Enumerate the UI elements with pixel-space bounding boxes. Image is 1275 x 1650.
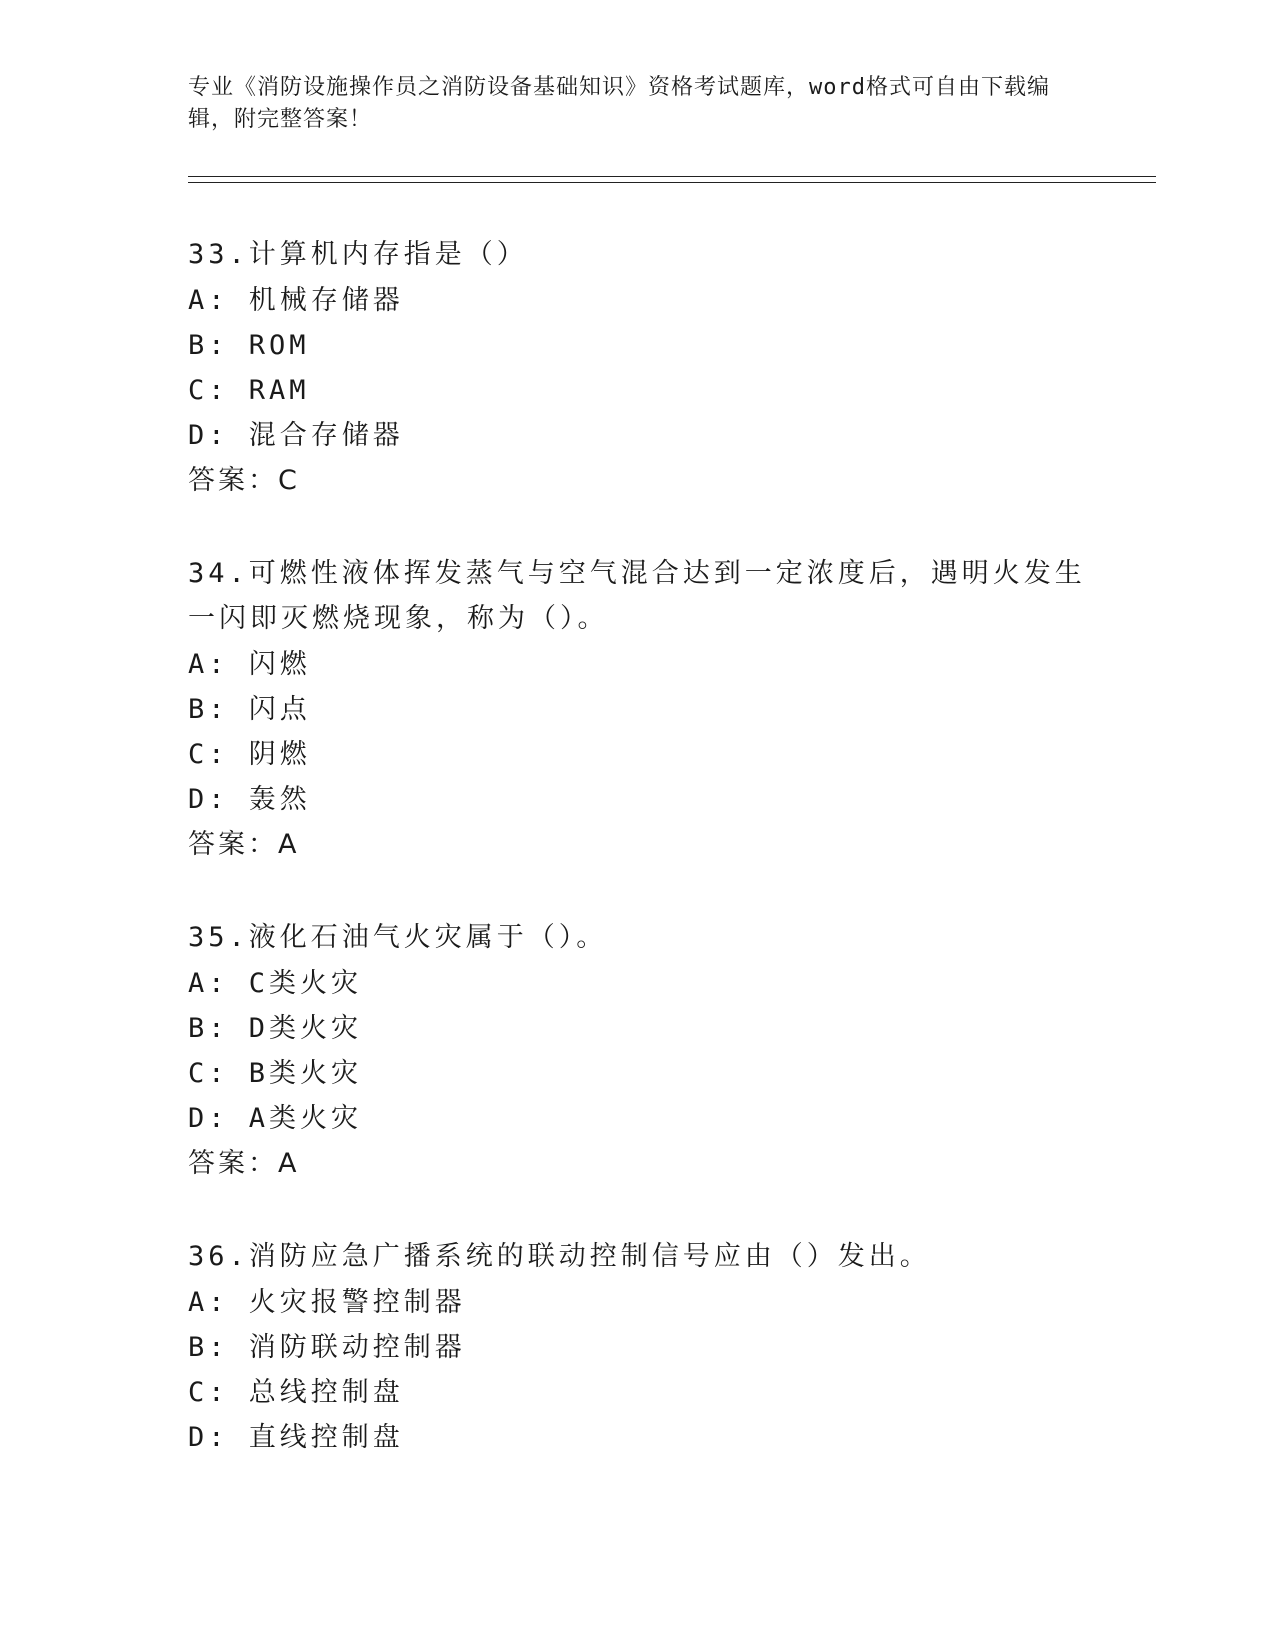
- option-c: C: RAM: [188, 375, 310, 406]
- option-b: B: ROM: [188, 330, 310, 361]
- question-34: [188, 551, 1088, 867]
- header-divider-bottom: [188, 182, 1156, 183]
- option-a: A: 闪燃: [188, 649, 311, 680]
- option-c: C: 阴燃: [188, 739, 311, 770]
- question-stem: 34.可燃性液体挥发蒸气与空气混合达到一定浓度后，遇明火发生一闪即灭燃烧现象，称为（）。: [188, 558, 1086, 634]
- question-33: [188, 232, 1088, 503]
- option-a: A: C类火灾: [188, 968, 363, 999]
- option-b: B: 闪点: [188, 694, 311, 725]
- option-a: A: 火灾报警控制器: [188, 1287, 466, 1318]
- question-stem: 36.消防应急广播系统的联动控制信号应由（）发出。: [188, 1241, 931, 1272]
- question-stem: 33.计算机内存指是（）: [188, 239, 528, 270]
- question-stem: 35.液化石油气火灾属于（）。: [188, 922, 608, 953]
- header-divider-top: [188, 176, 1156, 177]
- option-d: D: 轰然: [188, 784, 311, 815]
- option-b: B: D类火灾: [188, 1013, 363, 1044]
- question-36: [188, 1234, 1088, 1460]
- question-list: [188, 232, 1088, 1508]
- option-d: D: 混合存储器: [188, 420, 404, 451]
- question-35: [188, 915, 1088, 1186]
- option-c: C: B类火灾: [188, 1058, 363, 1089]
- answer-line: 答案：C: [188, 465, 300, 496]
- option-c: C: 总线控制盘: [188, 1377, 404, 1408]
- option-b: B: 消防联动控制器: [188, 1332, 466, 1363]
- document-header: 专业《消防设施操作员之消防设备基础知识》资格考试题库，word格式可自由下载编辑，附完整答案！: [188, 75, 1050, 132]
- option-a: A: 机械存储器: [188, 285, 404, 316]
- answer-line: 答案：A: [188, 829, 300, 860]
- option-d: D: 直线控制盘: [188, 1422, 404, 1453]
- answer-line: 答案：A: [188, 1148, 300, 1179]
- option-d: D: A类火灾: [188, 1103, 363, 1134]
